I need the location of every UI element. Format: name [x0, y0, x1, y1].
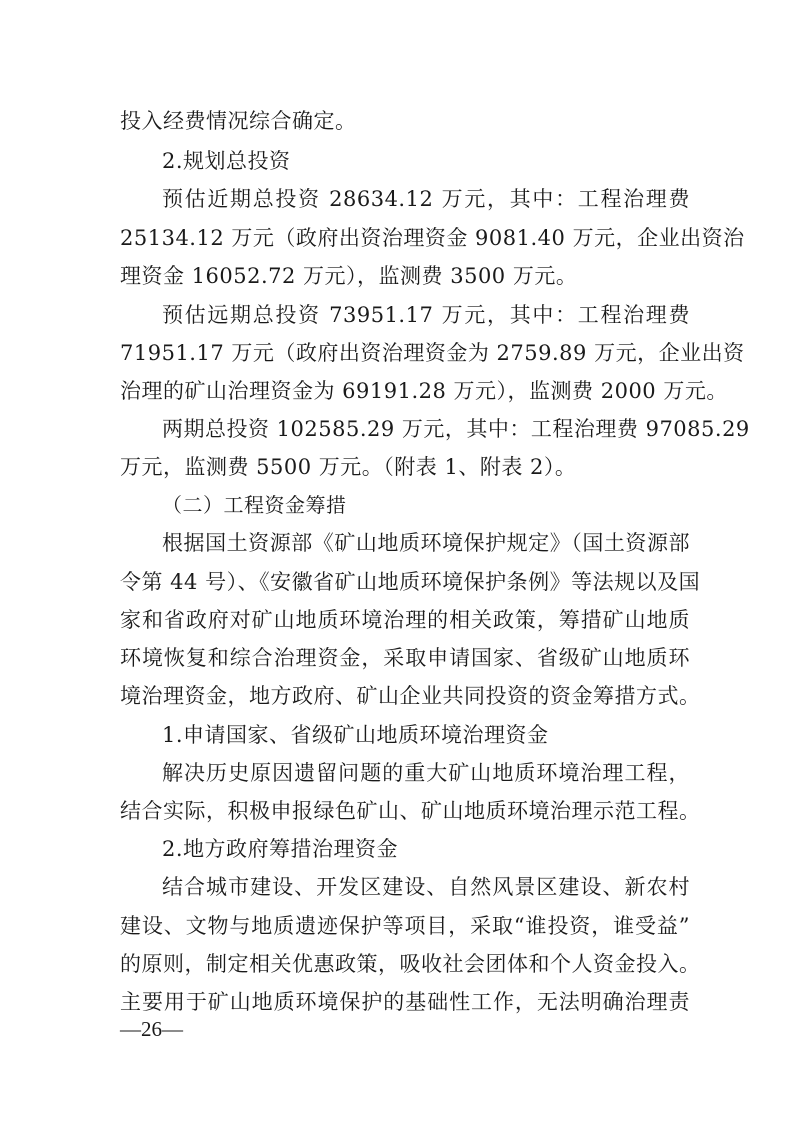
text-line: 理资金 16052.72 万元），监测费 3500 万元。	[120, 264, 578, 288]
text-line: 结合城市建设、开发区建设、自然风景区建设、新农村	[162, 875, 690, 899]
subsection-heading: 1.申请国家、省级矿山地质环境治理资金	[162, 723, 549, 747]
text-line: 预估远期总投资 73951.17 万元，其中：工程治理费	[162, 303, 690, 327]
page-number: —26—	[120, 1017, 183, 1041]
section-heading: （二）工程资金筹措	[162, 493, 347, 517]
text-line: 预估近期总投资 28634.12 万元，其中：工程治理费	[162, 187, 690, 211]
text-line: 建设、文物与地质遗迹保护等项目，采取“谁投资，谁受益”	[120, 914, 690, 938]
text-line: 两期总投资 102585.29 万元，其中：工程治理费 97085.29	[162, 417, 750, 441]
text-line: 家和省政府对矿山地质环境治理的相关政策，筹措矿山地质	[120, 608, 690, 632]
text-line: 结合实际，积极申报绿色矿山、矿山地质环境治理示范工程。	[120, 799, 701, 823]
text-line: 的原则，制定相关优惠政策，吸收社会团体和个人资金投入。	[120, 952, 701, 976]
text-line: 25134.12 万元（政府出资治理资金 9081.40 万元，企业出资治	[120, 226, 745, 250]
text-line: 解决历史原因遗留问题的重大矿山地质环境治理工程，	[162, 761, 690, 785]
text-line: 治理的矿山治理资金为 69191.28 万元），监测费 2000 万元。	[120, 379, 728, 403]
subsection-heading: 2.地方政府筹措治理资金	[162, 837, 399, 861]
text-line: 万元，监测费 5500 万元。（附表 1、附表 2）。	[120, 455, 577, 479]
text-line: 令第 44 号）、《安徽省矿山地质环境保护条例》等法规以及国	[120, 570, 701, 594]
text-line: 境治理资金，地方政府、矿山企业共同投资的资金筹措方式。	[120, 684, 701, 708]
document-page	[120, 0, 750, 1122]
subsection-heading: 2.规划总投资	[162, 149, 291, 173]
text-line: 主要用于矿山地质环境保护的基础性工作，无法明确治理责	[120, 990, 690, 1014]
text-line: 71951.17 万元（政府出资治理资金为 2759.89 万元，企业出资	[120, 341, 745, 365]
text-line: 根据国土资源部《矿山地质环境保护规定》（国土资源部	[162, 531, 690, 555]
text-line: 环境恢复和综合治理资金，采取申请国家、省级矿山地质环	[120, 646, 690, 670]
text-line: 投入经费情况综合确定。	[120, 109, 357, 133]
